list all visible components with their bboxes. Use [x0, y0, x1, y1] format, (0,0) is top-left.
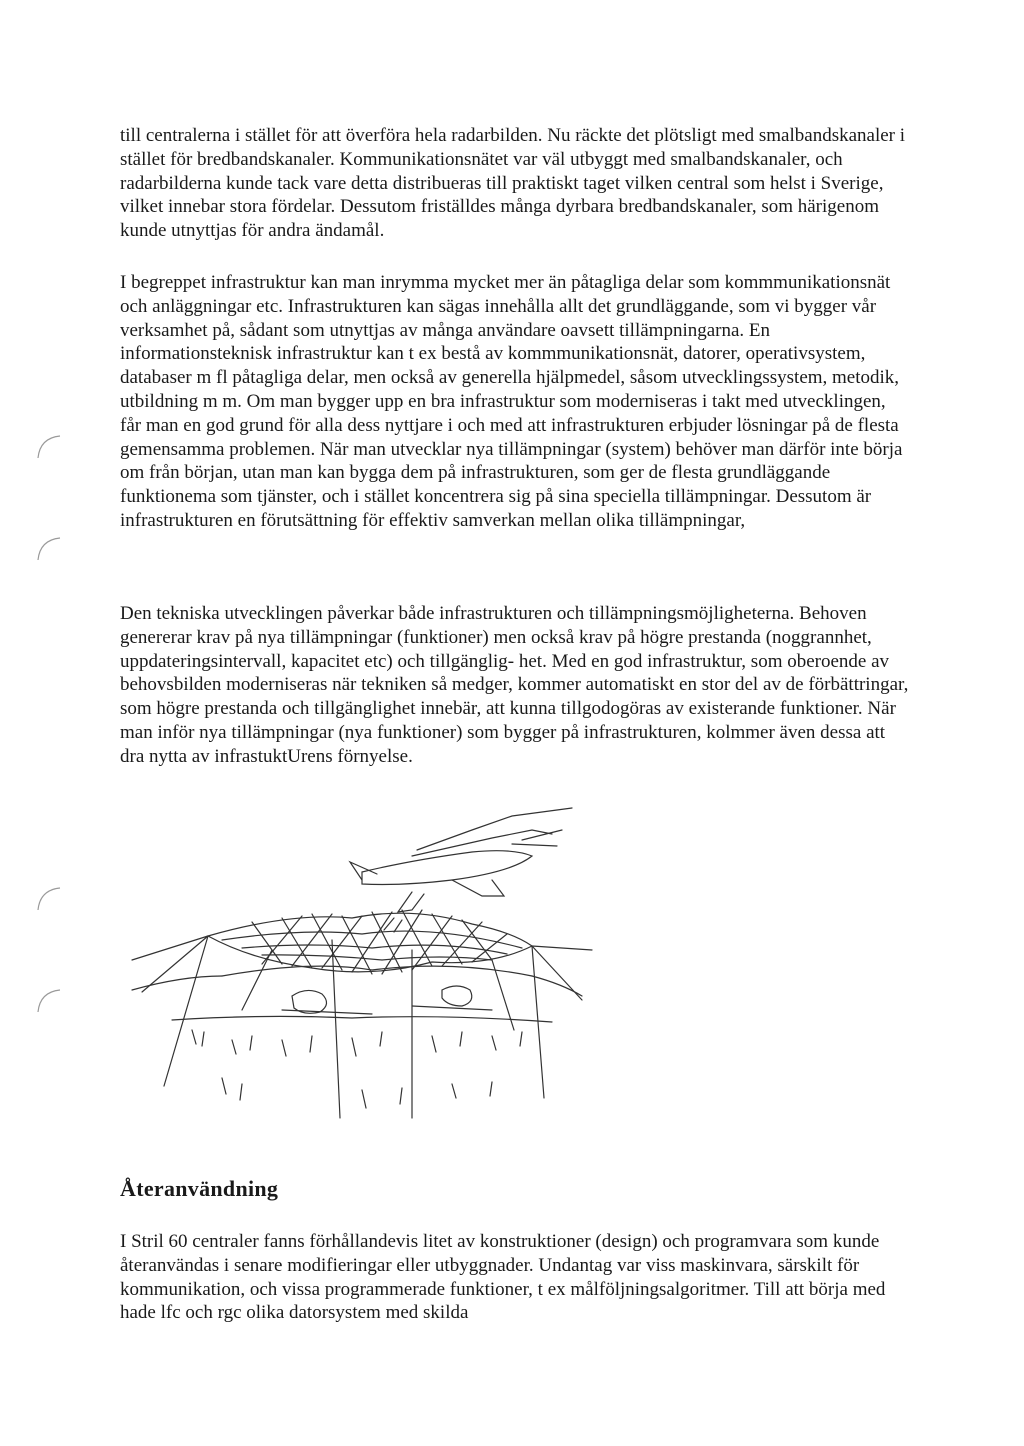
section-heading: Återanvändning	[120, 1176, 279, 1201]
body-paragraph: Den tekniska utvecklingen påverkar både infrastrukturen och tillämpningsmöjligheterna. Behoven genererar krav på nya tillämpningar (funktioner) men också krav på högre prestanda (noggrannhet, uppdateringsintervall, kapacitet etc) och tillgänglig- het. Med en god infrastruktur, som oberoende av behovsbilden moderniseras när tekniken så medger, kommer automatiskt en stor del av de förbättringar, som högre prestanda och tillgänglighet innebär, att kunna tillgodogöras av existerande funktioner. När man inför nya tillämpningar (nya funktioner) som bygger på infrastrukturen, kolmmer även dessa att dra nytta av infrastuktUrens förnyelse.	[120, 603, 909, 767]
punch-hole-mark	[34, 884, 64, 914]
punch-hole-mark	[34, 986, 64, 1016]
body-paragraph: till centralerna i stället för att överföra hela radarbilden. Nu räckte det plötsligt med smalbandskanaler i stället för bredbandskanaler. Kommunikationsnätet var väl utbyggt med smalbandskanaler, och radarbilderna kunde tack vare detta distribueras till praktiskt taget vilken central som helst i Sverige, vilket innebar stora fördelar. Dessutom friställdes många dyrbara bredbandskanaler, som härigenom kunde utnyttjas för andra ändamål.	[120, 125, 906, 242]
punch-hole-mark	[34, 534, 64, 564]
camouflage-net-aircraft-sketch-icon	[112, 800, 612, 1140]
body-paragraph: I begreppet infrastruktur kan man inrymma mycket mer än påtagliga delar som kommmunikationsnät och anläggningar etc. Infrastrukturen kan sägas innehålla allt det grundläggande, som vi bygger vår verksamhet på, sådant som utnyttjas av många användare oavsett tillämpningarna. En informationsteknisk infrastruktur kan t ex bestå av kommmunikationsnät, datorer, operativsystem, databaser m fl påtagliga delar, men också av generella hjälpmedel, såsom utvecklingssystem, metodik, utbildning m m. Om man bygger upp en bra infrastruktur som moderniseras i takt med utvecklingen, får man en god grund för alla dess nyttjare i och med att infrastrukturen erbjuder lösningar på de flesta gemensamma problemen. När man utvecklar nya tillämpningar (system) behöver man därför inte börja om från början, utan man kan bygga dem på infrastrukturen, som ger de flesta grundläggande funktionema som tjänster, och i stället koncentrera sig på sina speciella tillämpningar. Dessutom är infrastrukturen en förutsättning för effektiv samverkan mellan olika tillämpningar,	[120, 272, 903, 531]
punch-hole-mark	[34, 432, 64, 462]
body-paragraph: I Stril 60 centraler fanns förhållandevis litet av konstruktioner (design) och programvara som kunde återanvändas i senare modifieringar eller utbyggnader. Undantag var viss maskinvara, särskilt för kommunikation, och vissa programmerade funktioner, t ex målföljningsalgoritmer. Till att börja med hade lfc och rgc olika datorsystem med skilda	[120, 1231, 886, 1324]
